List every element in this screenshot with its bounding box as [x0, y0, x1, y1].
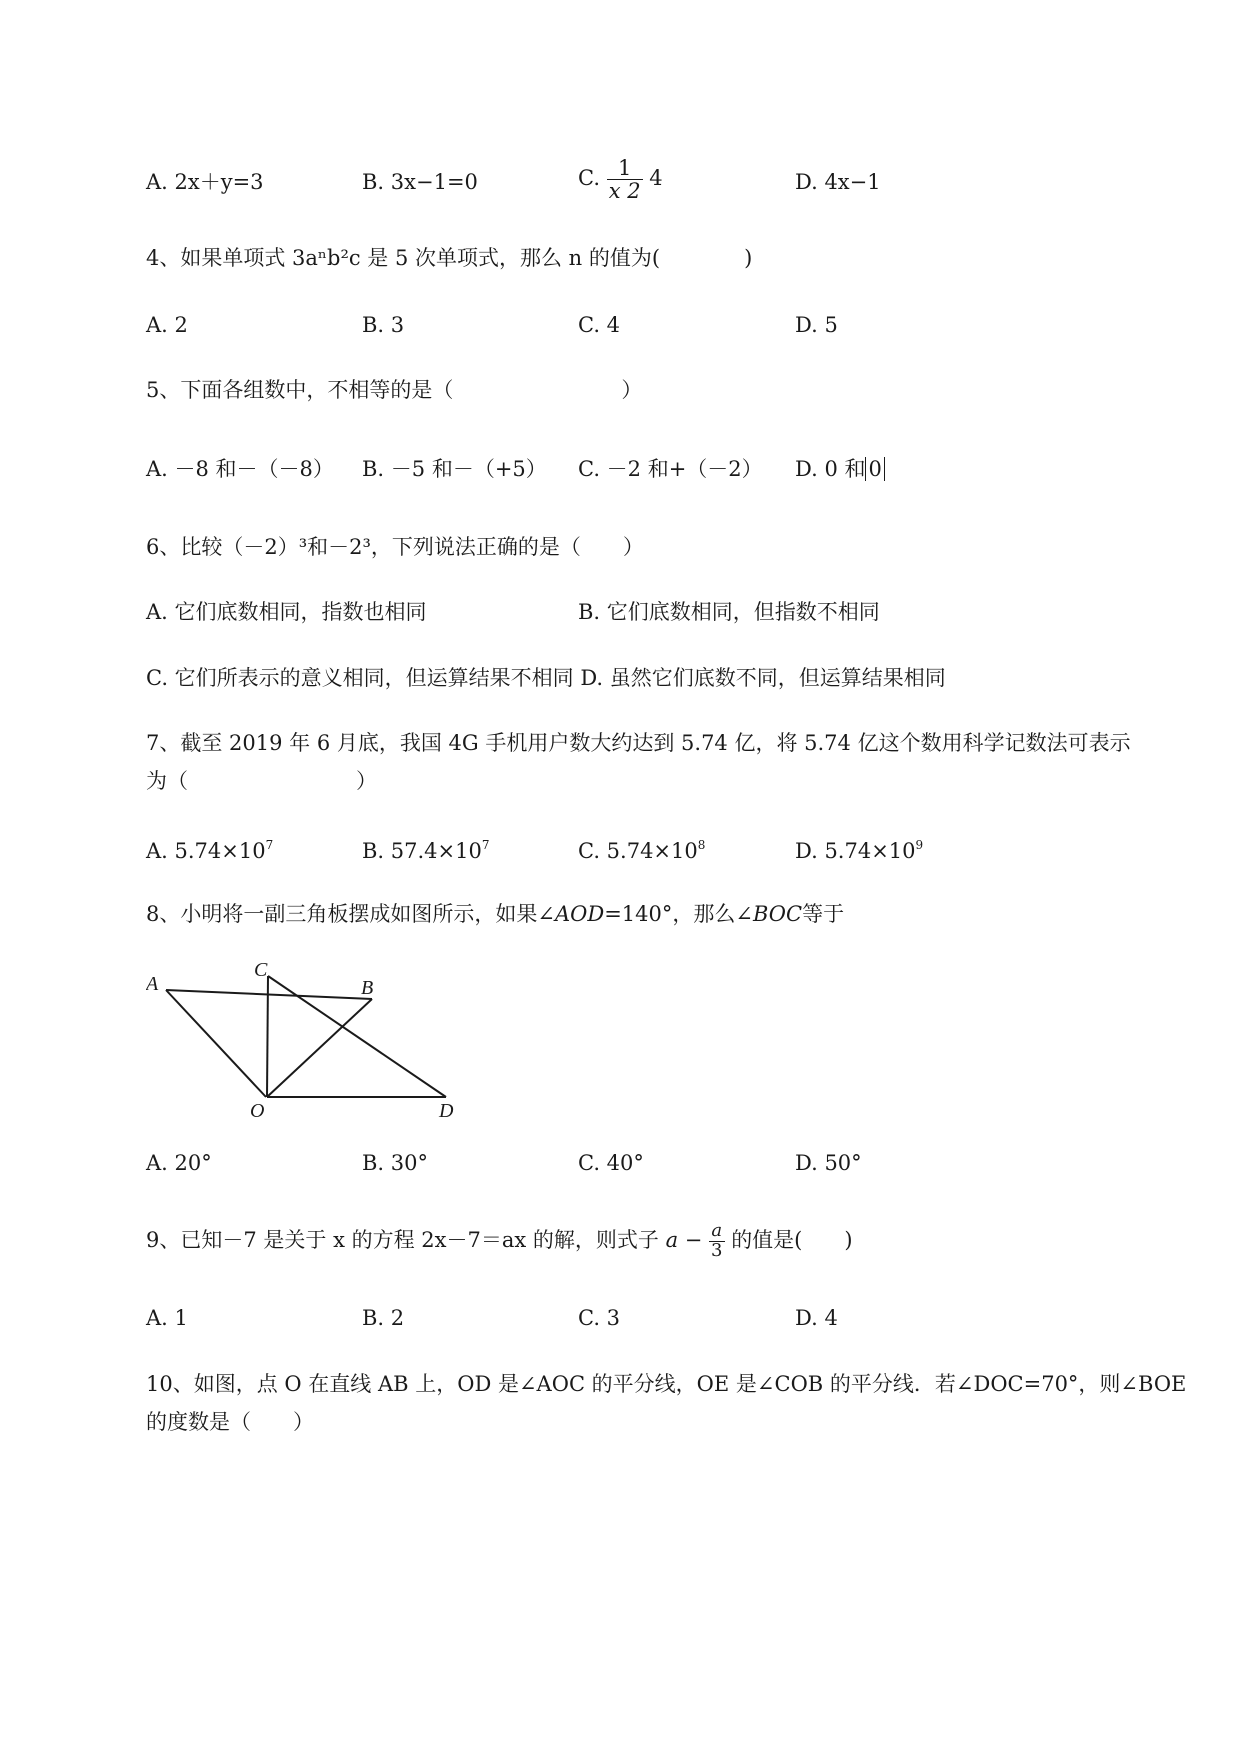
q9-option-d: D. 4: [795, 1306, 838, 1330]
q5-option-a: A. －8 和－（－8）: [146, 457, 334, 481]
expression-lead: a −: [665, 1227, 703, 1252]
stem-text: 9、已知－7 是关于 x 的方程 2x－7＝ax 的解，则式子: [146, 1227, 659, 1252]
q9-option-b: B. 2: [362, 1306, 405, 1330]
q7-option-c: [578, 838, 706, 863]
q4-option-b: B. 3: [362, 313, 405, 337]
triangle-figure: [146, 962, 460, 1120]
q8-option-c: C. 40°: [578, 1151, 644, 1175]
option-exponent: 8: [697, 838, 706, 852]
option-base: C. 5.74×10: [578, 839, 698, 863]
q5-option-b: B. －5 和－（+5）: [362, 457, 547, 481]
absolute-value: 0: [865, 457, 884, 481]
q7-option-d: [795, 838, 924, 863]
fraction-denominator: 3: [711, 1239, 723, 1261]
q6-stem: 6、比较（－2）³和－2³，下列说法正确的是（ ）: [146, 535, 644, 559]
q8-option-a: A. 20°: [146, 1151, 212, 1175]
segment-cd: [268, 976, 446, 1097]
label-a: A: [146, 973, 159, 995]
label-o: O: [250, 1100, 265, 1120]
label-d: D: [439, 1100, 454, 1120]
q10-stem-line1: 10、如图，点 O 在直线 AB 上，OD 是∠AOC 的平分线，OE 是∠COB 的平分线．若∠DOC=70°，则∠BOE: [146, 1372, 1187, 1396]
segment-ao: [166, 990, 266, 1097]
q7-option-a: [146, 838, 274, 863]
segment-ob: [267, 999, 372, 1097]
q5-stem: 5、下面各组数中，不相等的是（ ）: [146, 378, 643, 402]
q4-option-a: A. 2: [146, 313, 188, 337]
stem-text: =140°，那么∠: [604, 902, 753, 926]
fraction-denominator: x 2: [608, 179, 641, 204]
q4-stem: 4、如果单项式 3aⁿb²c 是 5 次单项式，那么 n 的值为( ): [146, 246, 753, 270]
q3-option-c: [578, 157, 663, 202]
option-base: A. 5.74×10: [146, 839, 266, 863]
q5-option-d: [795, 459, 885, 480]
angle-name: AOD: [554, 902, 605, 926]
fraction-numerator: 1: [607, 157, 643, 180]
option-base: B. 57.4×10: [362, 839, 482, 863]
q8-stem: [146, 904, 844, 925]
option-exponent: 7: [265, 838, 274, 852]
q6-options-c-d: C. 它们所表示的意义相同，但运算结果不相同 D. 虽然它们底数不同，但运算结果相同: [146, 666, 946, 690]
q3-option-c-fraction: [607, 157, 643, 202]
q6-option-b: B. 它们底数相同，但指数不相同: [578, 600, 880, 624]
q9-option-c: C. 3: [578, 1306, 621, 1330]
q5-option-c: C. －2 和+（－2）: [578, 457, 763, 481]
option-exponent: 7: [481, 838, 490, 852]
segment-co: [267, 976, 268, 1097]
q3-option-c-label: C.: [578, 166, 600, 191]
q7-stem-line2: 为（ ）: [146, 769, 377, 793]
q3-option-c-tail: 4: [649, 166, 663, 191]
q6-option-a: A. 它们底数相同，指数也相同: [146, 600, 427, 624]
stem-text: 等于: [802, 902, 845, 926]
q4-option-d: D. 5: [795, 313, 838, 337]
option-base: D. 5.74×10: [795, 839, 916, 863]
q7-option-b: [362, 838, 490, 863]
q3-option-d: D. 4x−1: [795, 170, 881, 194]
q9-option-a: A. 1: [146, 1306, 188, 1330]
option-exponent: 9: [915, 838, 924, 852]
q4-option-c: C. 4: [578, 313, 621, 337]
angle-name: BOC: [752, 902, 803, 926]
segment-ab: [166, 990, 372, 999]
q7-stem-line1: 7、截至 2019 年 6 月底，我国 4G 手机用户数大约达到 5.74 亿，将 5.74 亿这个数用科学记数法可表示: [146, 731, 1131, 755]
stem-text: 的值是( ): [731, 1227, 853, 1252]
q5-option-d-label: D. 0 和: [795, 457, 866, 481]
label-b: B: [361, 977, 374, 999]
label-c: C: [254, 962, 268, 981]
q9-stem: [146, 1222, 853, 1261]
q8-option-d: D. 50°: [795, 1151, 862, 1175]
q10-stem-line2: 的度数是（ ）: [146, 1410, 314, 1434]
q9-fraction: [709, 1222, 724, 1261]
q3-option-a: A. 2x＋y=3: [146, 170, 264, 194]
q8-option-b: B. 30°: [362, 1151, 429, 1175]
q3-option-b: B. 3x−1=0: [362, 170, 478, 194]
fraction-numerator: a: [709, 1222, 724, 1242]
stem-text: 8、小明将一副三角板摆成如图所示，如果∠: [146, 902, 555, 926]
